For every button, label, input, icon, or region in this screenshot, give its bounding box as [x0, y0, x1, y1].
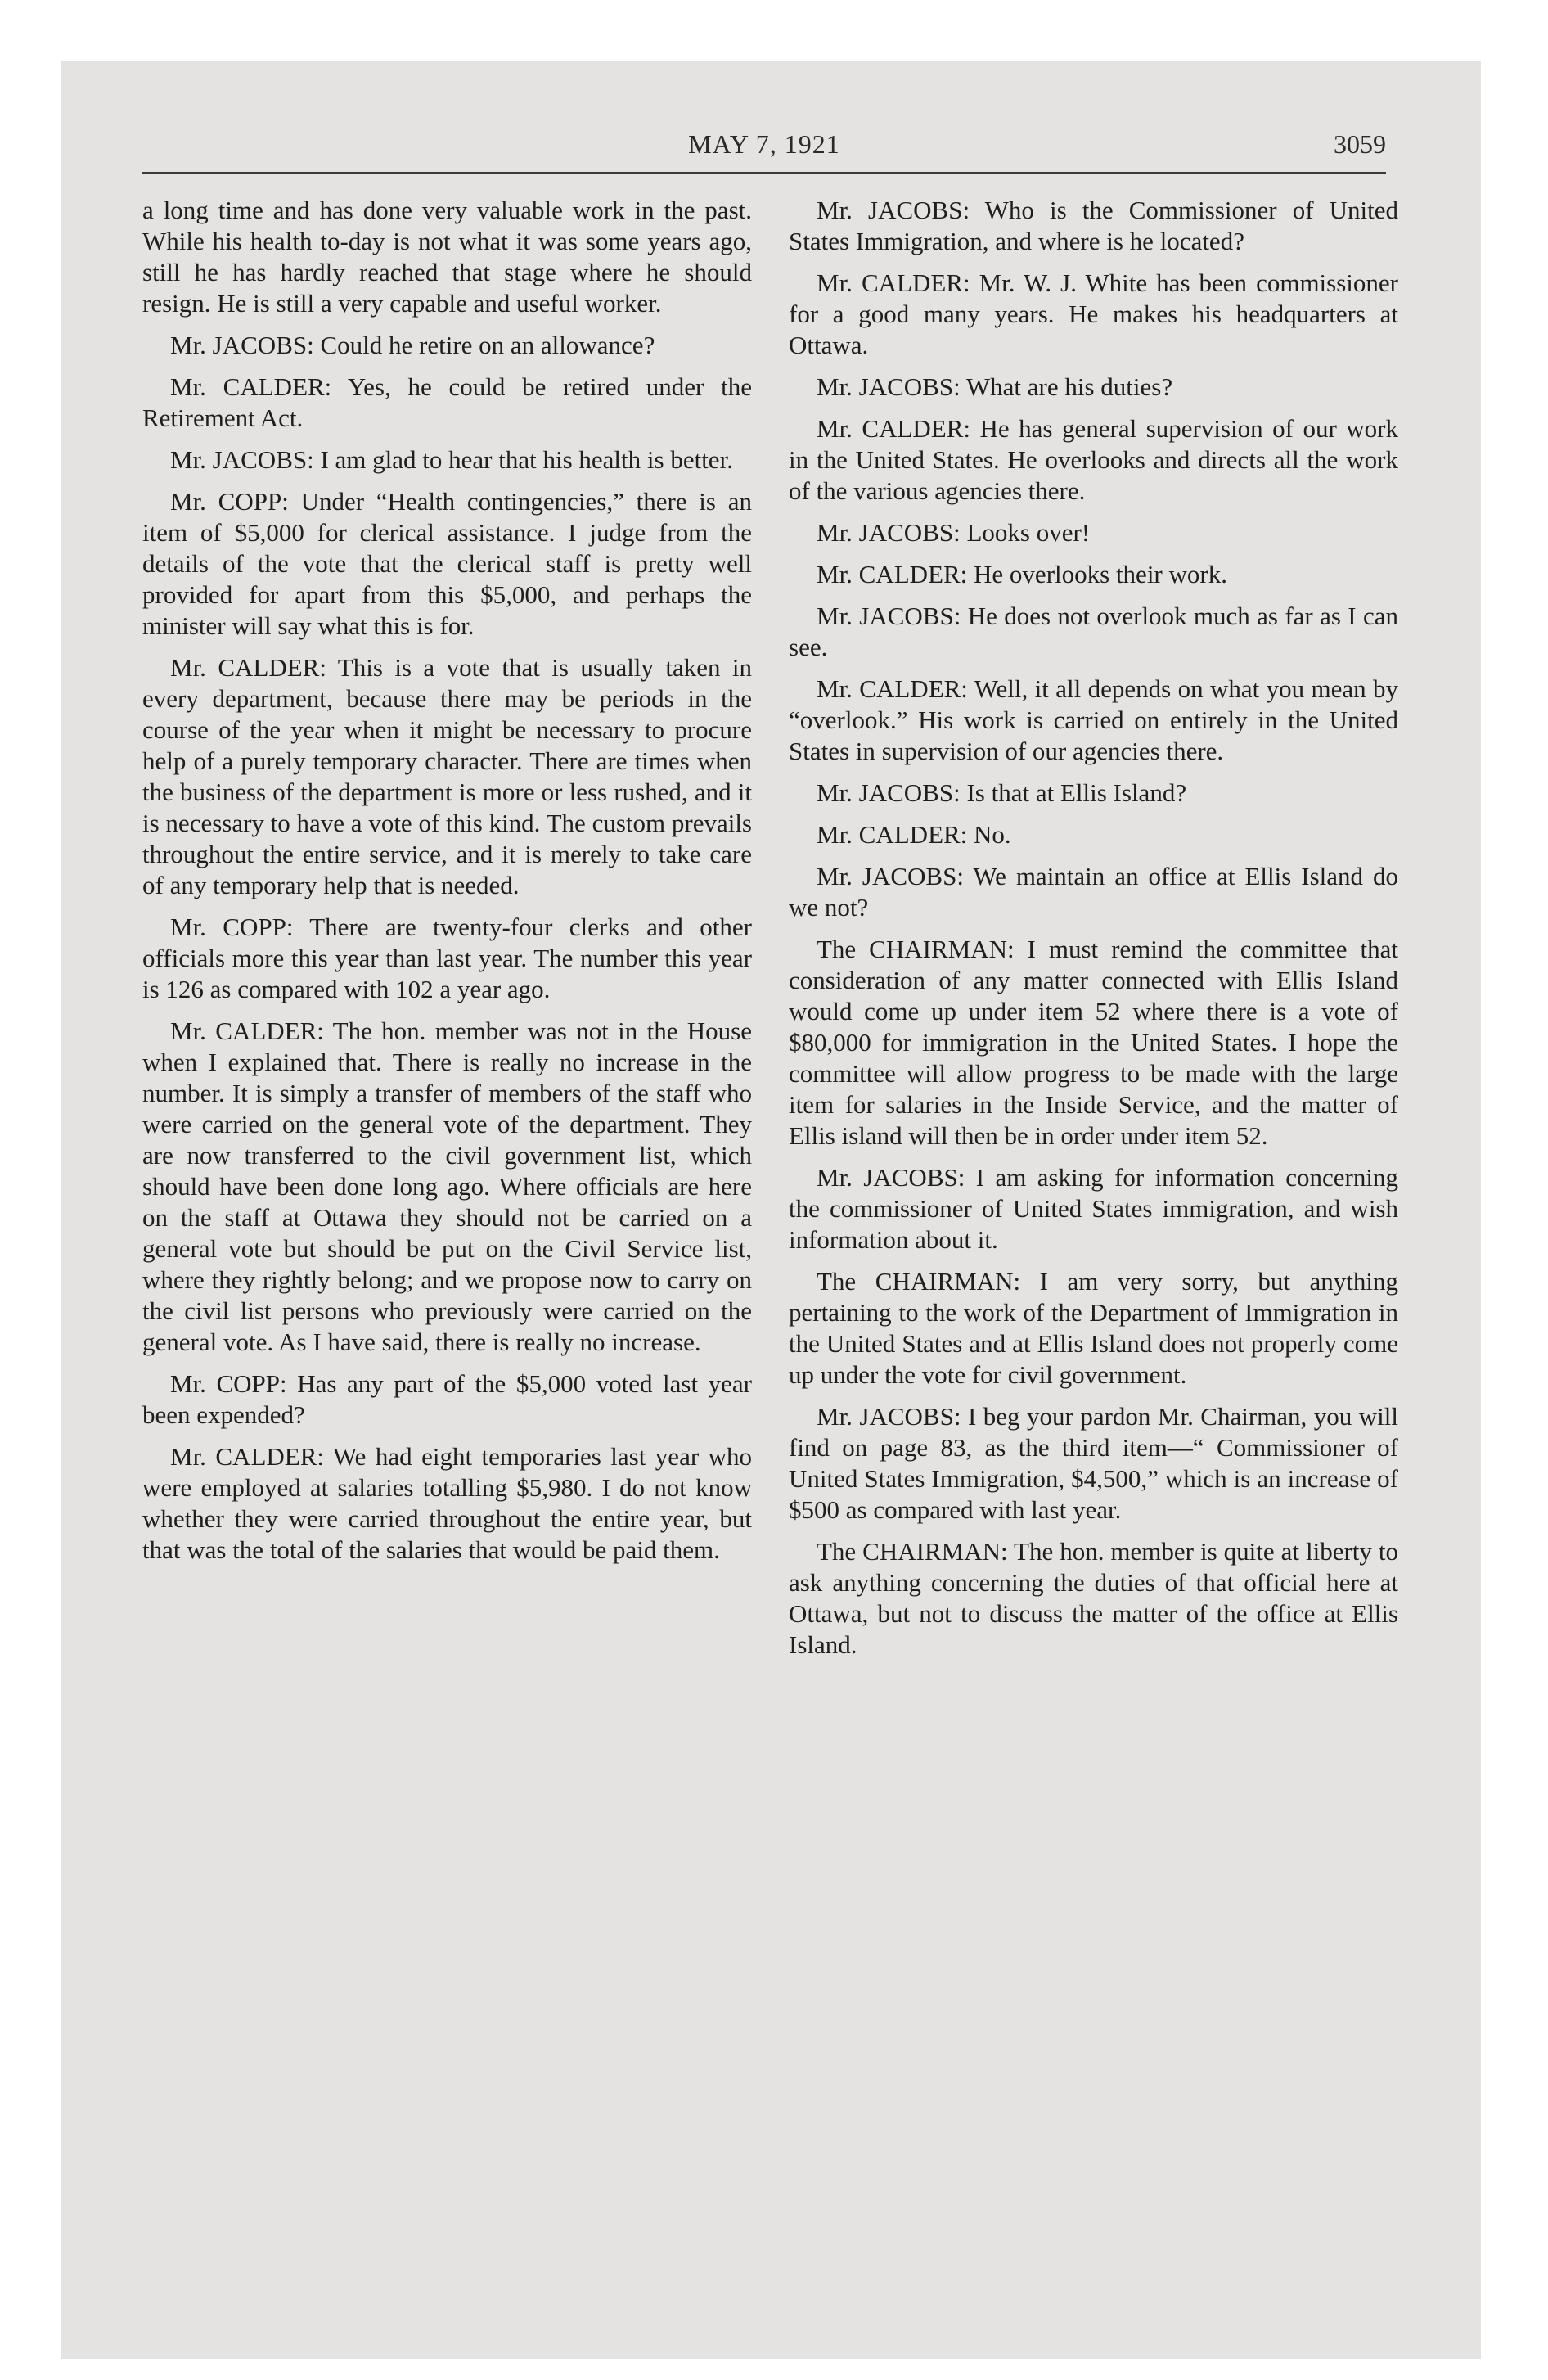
- paragraph: Mr. JACOBS: Could he retire on an allowance?: [170, 331, 655, 359]
- paragraph: Mr. JACOBS: I am asking for information concerning the commissioner of United States immigration, and wish information about it.: [789, 1163, 1398, 1254]
- paragraph: Mr. COPP: There are twenty-four clerks and other officials more this year than last year. The number this year is 126 as compared with 102 a year ago.: [142, 913, 752, 1003]
- paragraph: Mr. CALDER: The hon. member was not in the House when I explained that. There is really no increase in the number. It is simply a transfer of members of the staff who were carried on the general vote of the department. They are now transferred to the civil government list, which should have been done long ago. Where officials are here on the staff at Ottawa they should not be carried on a general vote but should be put on the Civil Service list, where they rightly belong; and we propose now to carry on the civil list persons who previously were carried on the general vote. As I have said, there is really no increase.: [142, 1016, 752, 1356]
- paragraph: Mr. JACOBS: I am glad to hear that his health is better.: [170, 445, 733, 474]
- header-rule: [142, 172, 1386, 174]
- paragraph: Mr. JACOBS: Looks over!: [817, 518, 1091, 547]
- paragraph: Mr. CALDER: Well, it all depends on what you mean by “overlook.” His work is carried on entirely in the United States in supervision of our agencies there.: [789, 674, 1398, 765]
- paragraph: Mr. JACOBS: Is that at Ellis Island?: [817, 778, 1187, 807]
- paragraph: Mr. CALDER: He has general supervision of our work in the United States. He overlooks and directs all the work of the various agencies there.: [789, 414, 1398, 505]
- paragraph: Mr. JACOBS: He does not overlook much as far as I can see.: [789, 602, 1398, 661]
- paragraph: Mr. COPP: Under “Health contingencies,” there is an item of $5,000 for clerical assistance. I judge from the details of the vote that the clerical staff is pretty well provided for apart from this $5,000, and perhaps the minister will say what this is for.: [142, 487, 752, 640]
- paragraph: The CHAIRMAN: I must remind the committee that consideration of any matter connected with Ellis Island would come up under item 52 where there is a vote of $80,000 for immigration in the United States. I hope the committee will allow progress to be made with the large item for salaries in the Inside Service, and the matter of Ellis island will then be in order under item 52.: [789, 935, 1398, 1150]
- paragraph: Mr. JACOBS: I beg your pardon Mr. Chairman, you will find on page 83, as the third item—“ Commissioner of United States Immigration, $4,500,” which is an increase of $500 as compared with last year.: [789, 1402, 1398, 1524]
- page-number: 3059: [1334, 129, 1386, 159]
- paragraph: Mr. CALDER: We had eight temporaries last year who were employed at salaries totalling $5,980. I do not know whether they were carried throughout the entire year, but that was the total of the salaries that would be paid them.: [142, 1442, 752, 1564]
- paragraph: Mr. CALDER: This is a vote that is usually taken in every department, because there may be periods in the course of the year when it might be necessary to procure help of a purely temporary character. There are times when the business of the department is more or less rushed, and it is necessary to have a vote of this kind. The custom prevails throughout the entire service, and it is merely to take care of any temporary help that is needed.: [142, 653, 752, 899]
- paragraph: Mr. CALDER: He overlooks their work.: [817, 560, 1227, 588]
- page-date: MAY 7, 1921: [688, 129, 840, 159]
- paragraph: The CHAIRMAN: I am very sorry, but anything pertaining to the work of the Department of Immigration in the United States and at Ellis Island does not properly come up under the vote for civil government.: [789, 1267, 1398, 1389]
- paragraph: Mr. CALDER: Yes, he could be retired under the Retirement Act.: [142, 372, 752, 432]
- paragraph: Mr. CALDER: No.: [817, 820, 1011, 849]
- scanned-page: [61, 61, 1481, 2359]
- right-column: [789, 195, 1398, 1671]
- paragraph: Mr. JACOBS: What are his duties?: [817, 372, 1173, 401]
- paragraph: The CHAIRMAN: The hon. member is quite at liberty to ask anything concerning the duties of that official here at Ottawa, but not to discuss the matter of the office at Ellis Island.: [789, 1537, 1398, 1659]
- paragraph: a long time and has done very valuable work in the past. While his health to-day is not what it was some years ago, still he has hardly reached that stage where he should resign. He is still a very capable and useful worker.: [142, 196, 752, 318]
- paragraph: Mr. JACOBS: Who is the Commissioner of United States Immigration, and where is he located?: [789, 196, 1398, 255]
- paragraph: Mr. JACOBS: We maintain an office at Ellis Island do we not?: [789, 862, 1398, 922]
- page-content: [142, 129, 1398, 1659]
- page-header: [142, 129, 1386, 162]
- paragraph: Mr. CALDER: Mr. W. J. White has been commissioner for a good many years. He makes his headquarters at Ottawa.: [789, 268, 1398, 359]
- left-column: [142, 195, 752, 1576]
- paragraph: Mr. COPP: Has any part of the $5,000 voted last year been expended?: [142, 1369, 752, 1429]
